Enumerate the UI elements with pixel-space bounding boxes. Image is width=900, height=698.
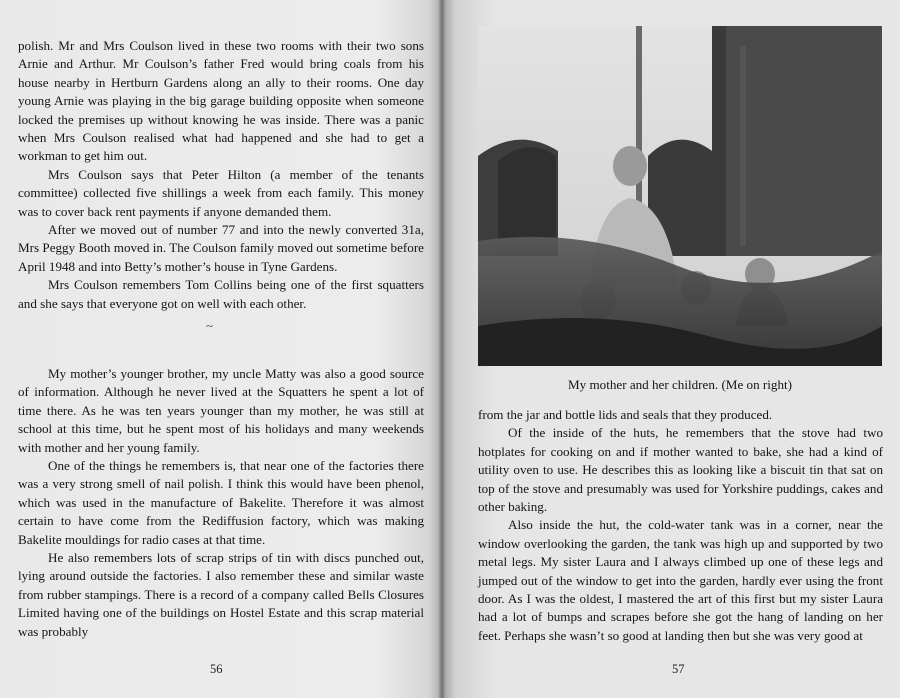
paragraph: Mrs Coulson remembers Tom Collins being one of the first squatters and she says that everyone got on well with each other. [18,277,424,311]
paragraph: My mother’s younger brother, my uncle Matty was also a good source of information. Although he never lived at the Squatters he spent a lot of time there. As he was ten years younger than my mother, he was still at school at this time, but he spent most of his holidays and many weekends with mother and her young family. [18,366,424,455]
paragraph: One of the things he remembers is, that near one of the factories there was a very strong smell of nail polish. I think this would have been phenol, which was used in the manufacture of Bakelite. Therefore it was almost certain to have come from the Rediffusion factory, which was making Bakelite mouldings for radio cases at that time. [18,458,424,547]
paragraph: He also remembers lots of scrap strips of tin with discs punched out, lying around outside the factories. I also remember these and similar waste from rubber stampings. There is a record of a company called Bells Closures Limited having one of the buildings on Hostel Estate and this scrap material was probably [18,550,424,639]
left-page-text-bottom [18,365,424,641]
right-page [442,0,900,698]
left-page [0,0,442,698]
family-photo-icon [478,26,882,366]
paragraph: polish. Mr and Mrs Coulson lived in these two rooms with their two sons Arnie and Arthur. Mr Coulson’s father Fred would bring coals from his house nearby in Hertburn Gardens along an ally to their rooms. One day young Arnie was playing in the big garage building opposite when someone locked the premises up without knowing he was inside. There was a panic when Mrs Coulson realised what had happened and she had to get a workman to get him out. [18,38,424,164]
paragraph: Also inside the hut, the cold-water tank was in a corner, near the window overlooking the garden, the tank was high up and supported by two metal legs. My sister Laura and I always climbed up one of these legs and jumped out of the window to get into the garden, hardly ever using the front door. As I was the oldest, I mastered the art of this first but my sister Laura had a lot of bumps and scrapes before she got the hang of landing on her feet. Perhaps she wasn’t so good at landing then but she was very good at [478,517,883,643]
right-page-text [478,406,883,645]
page-number: 57 [672,662,685,676]
paragraph: Of the inside of the huts, he remembers that the stove had two hotplates for cooking on and if mother wanted to bake, she had a kind of utility oven to use. He describes this as looking like a biscuit tin that sat on top of the stove and presumably was used for Yorkshire puddings, cakes and other baking. [478,425,883,515]
paragraph: Mrs Coulson says that Peter Hilton (a member of the tenants committee) collected five shillings a week from each family. This money was to cover back rent payments if anyone demanded them. [18,166,424,219]
paragraph: from the jar and bottle lids and seals that they produced. [478,407,773,422]
family-photo [478,26,882,366]
section-separator: ~ [206,318,214,333]
photo-caption: My mother and her children. (Me on right) [568,377,792,392]
left-page-text-top [18,37,424,313]
page-number: 56 [210,662,223,676]
book-gutter [438,0,446,698]
paragraph: After we moved out of number 77 and into the newly converted 31a, Mrs Peggy Booth moved in. The Coulson family moved out sometime before April 1948 and into Betty’s mother’s house in Tyne Gardens. [18,222,424,274]
